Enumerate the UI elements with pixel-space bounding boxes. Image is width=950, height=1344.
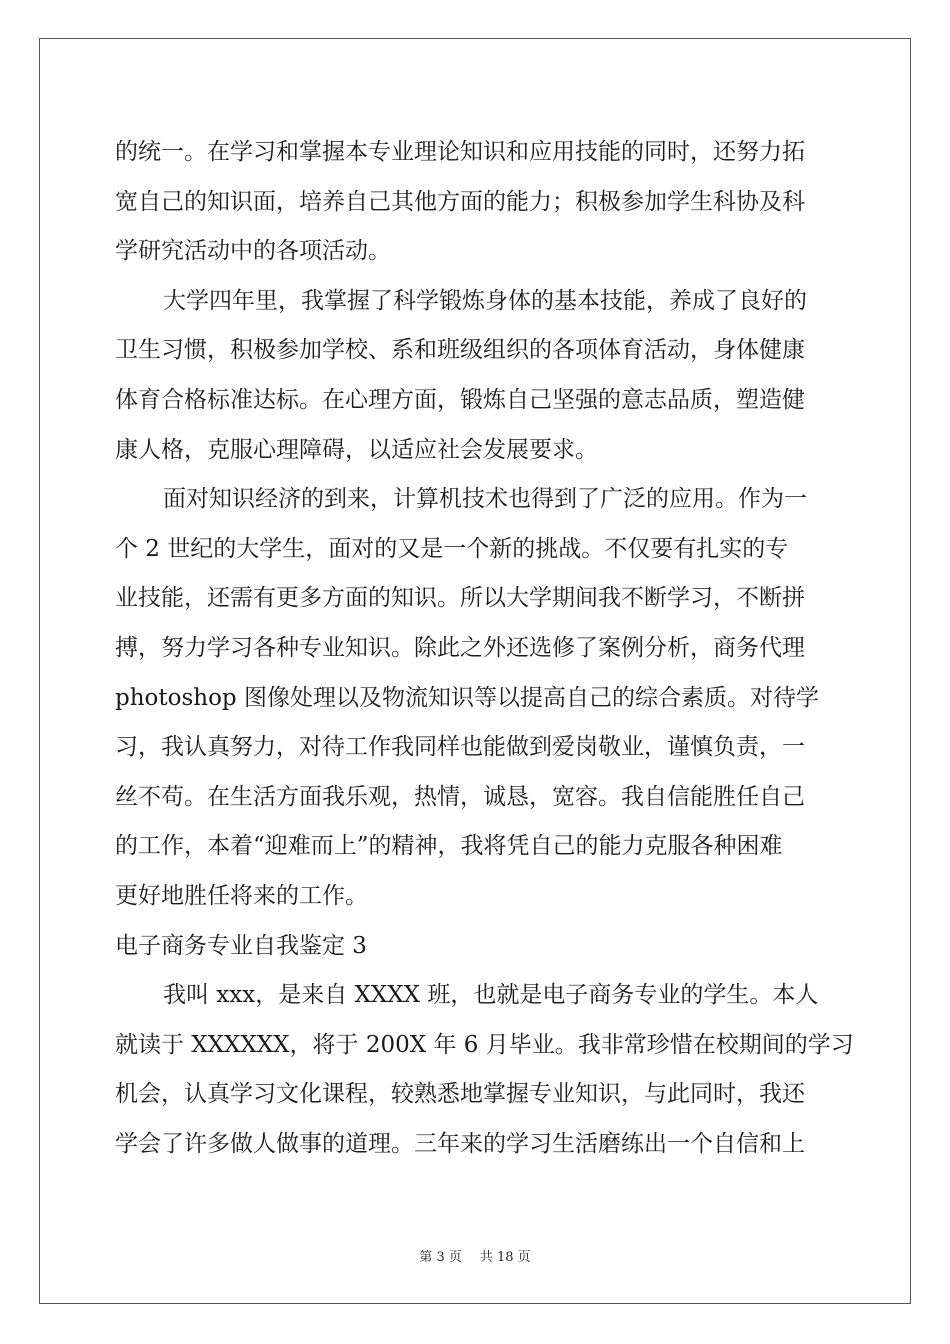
- page-total: 共 18 页: [479, 1250, 531, 1265]
- text-line: 个 2 世纪的大学生，面对的又是一个新的挑战。不仅要有扎实的专: [115, 535, 789, 562]
- text-line: 康人格，克服心理障碍，以适应社会发展要求。: [115, 436, 598, 463]
- text-line: 业技能，还需有更多方面的知识。所以大学期间我不断学习，不断拼: [115, 585, 805, 612]
- text-line: 机会，认真学习文化课程，较熟悉地掌握专业知识，与此同时，我还: [115, 1081, 805, 1108]
- text-line: 大学四年里，我掌握了科学锻炼身体的基本技能，养成了良好的: [163, 287, 807, 314]
- text-line: 更好地胜任将来的工作。: [115, 882, 368, 909]
- text-line: 体育合格标准达标。在心理方面，锻炼自己坚强的意志品质，塑造健: [115, 386, 805, 413]
- text-line: 卫生习惯，积极参加学校、系和班级组织的各项体育活动，身体健康: [115, 337, 805, 364]
- section-heading: 电子商务专业自我鉴定 3: [115, 932, 367, 959]
- page-footer: [0, 1246, 950, 1265]
- text-line: 我叫 xxx，是来自 XXXX 班，也就是电子商务专业的学生。本人: [163, 982, 819, 1009]
- text-line: 的统一。在学习和掌握本专业理论知识和应用技能的同时，还努力拓: [115, 139, 805, 165]
- text-line: 面对知识经济的到来，计算机技术也得到了广泛的应用。作为一: [163, 486, 807, 513]
- text-line: 宽自己的知识面，培养自己其他方面的能力；积极参加学生科协及科: [115, 188, 805, 215]
- text-line: 学会了许多做人做事的道理。三年来的学习生活磨练出一个自信和上: [115, 1130, 805, 1157]
- text-line: photoshop 图像处理以及物流知识等以提高自己的综合素质。对待学: [115, 684, 819, 711]
- document-body: [115, 128, 854, 1169]
- text-line: 的工作，本着“迎难而上”的精神，我将凭自己的能力克服各种困难: [115, 833, 783, 860]
- text-line: 学研究活动中的各项活动。: [115, 238, 391, 265]
- text-line: 就读于 XXXXXX，将于 200X 年 6 月毕业。我非常珍惜在校期间的学习: [115, 1031, 854, 1058]
- text-line: 搏，努力学习各种专业知识。除此之外还选修了案例分析，商务代理: [115, 634, 805, 661]
- page-number: 第 3 页: [419, 1250, 462, 1265]
- text-line: 习，我认真努力，对待工作我同样也能做到爱岗敬业，谨慎负责，一: [115, 734, 805, 761]
- text-line: 丝不苟。在生活方面我乐观，热情，诚恳，宽容。我自信能胜任自己: [115, 783, 805, 810]
